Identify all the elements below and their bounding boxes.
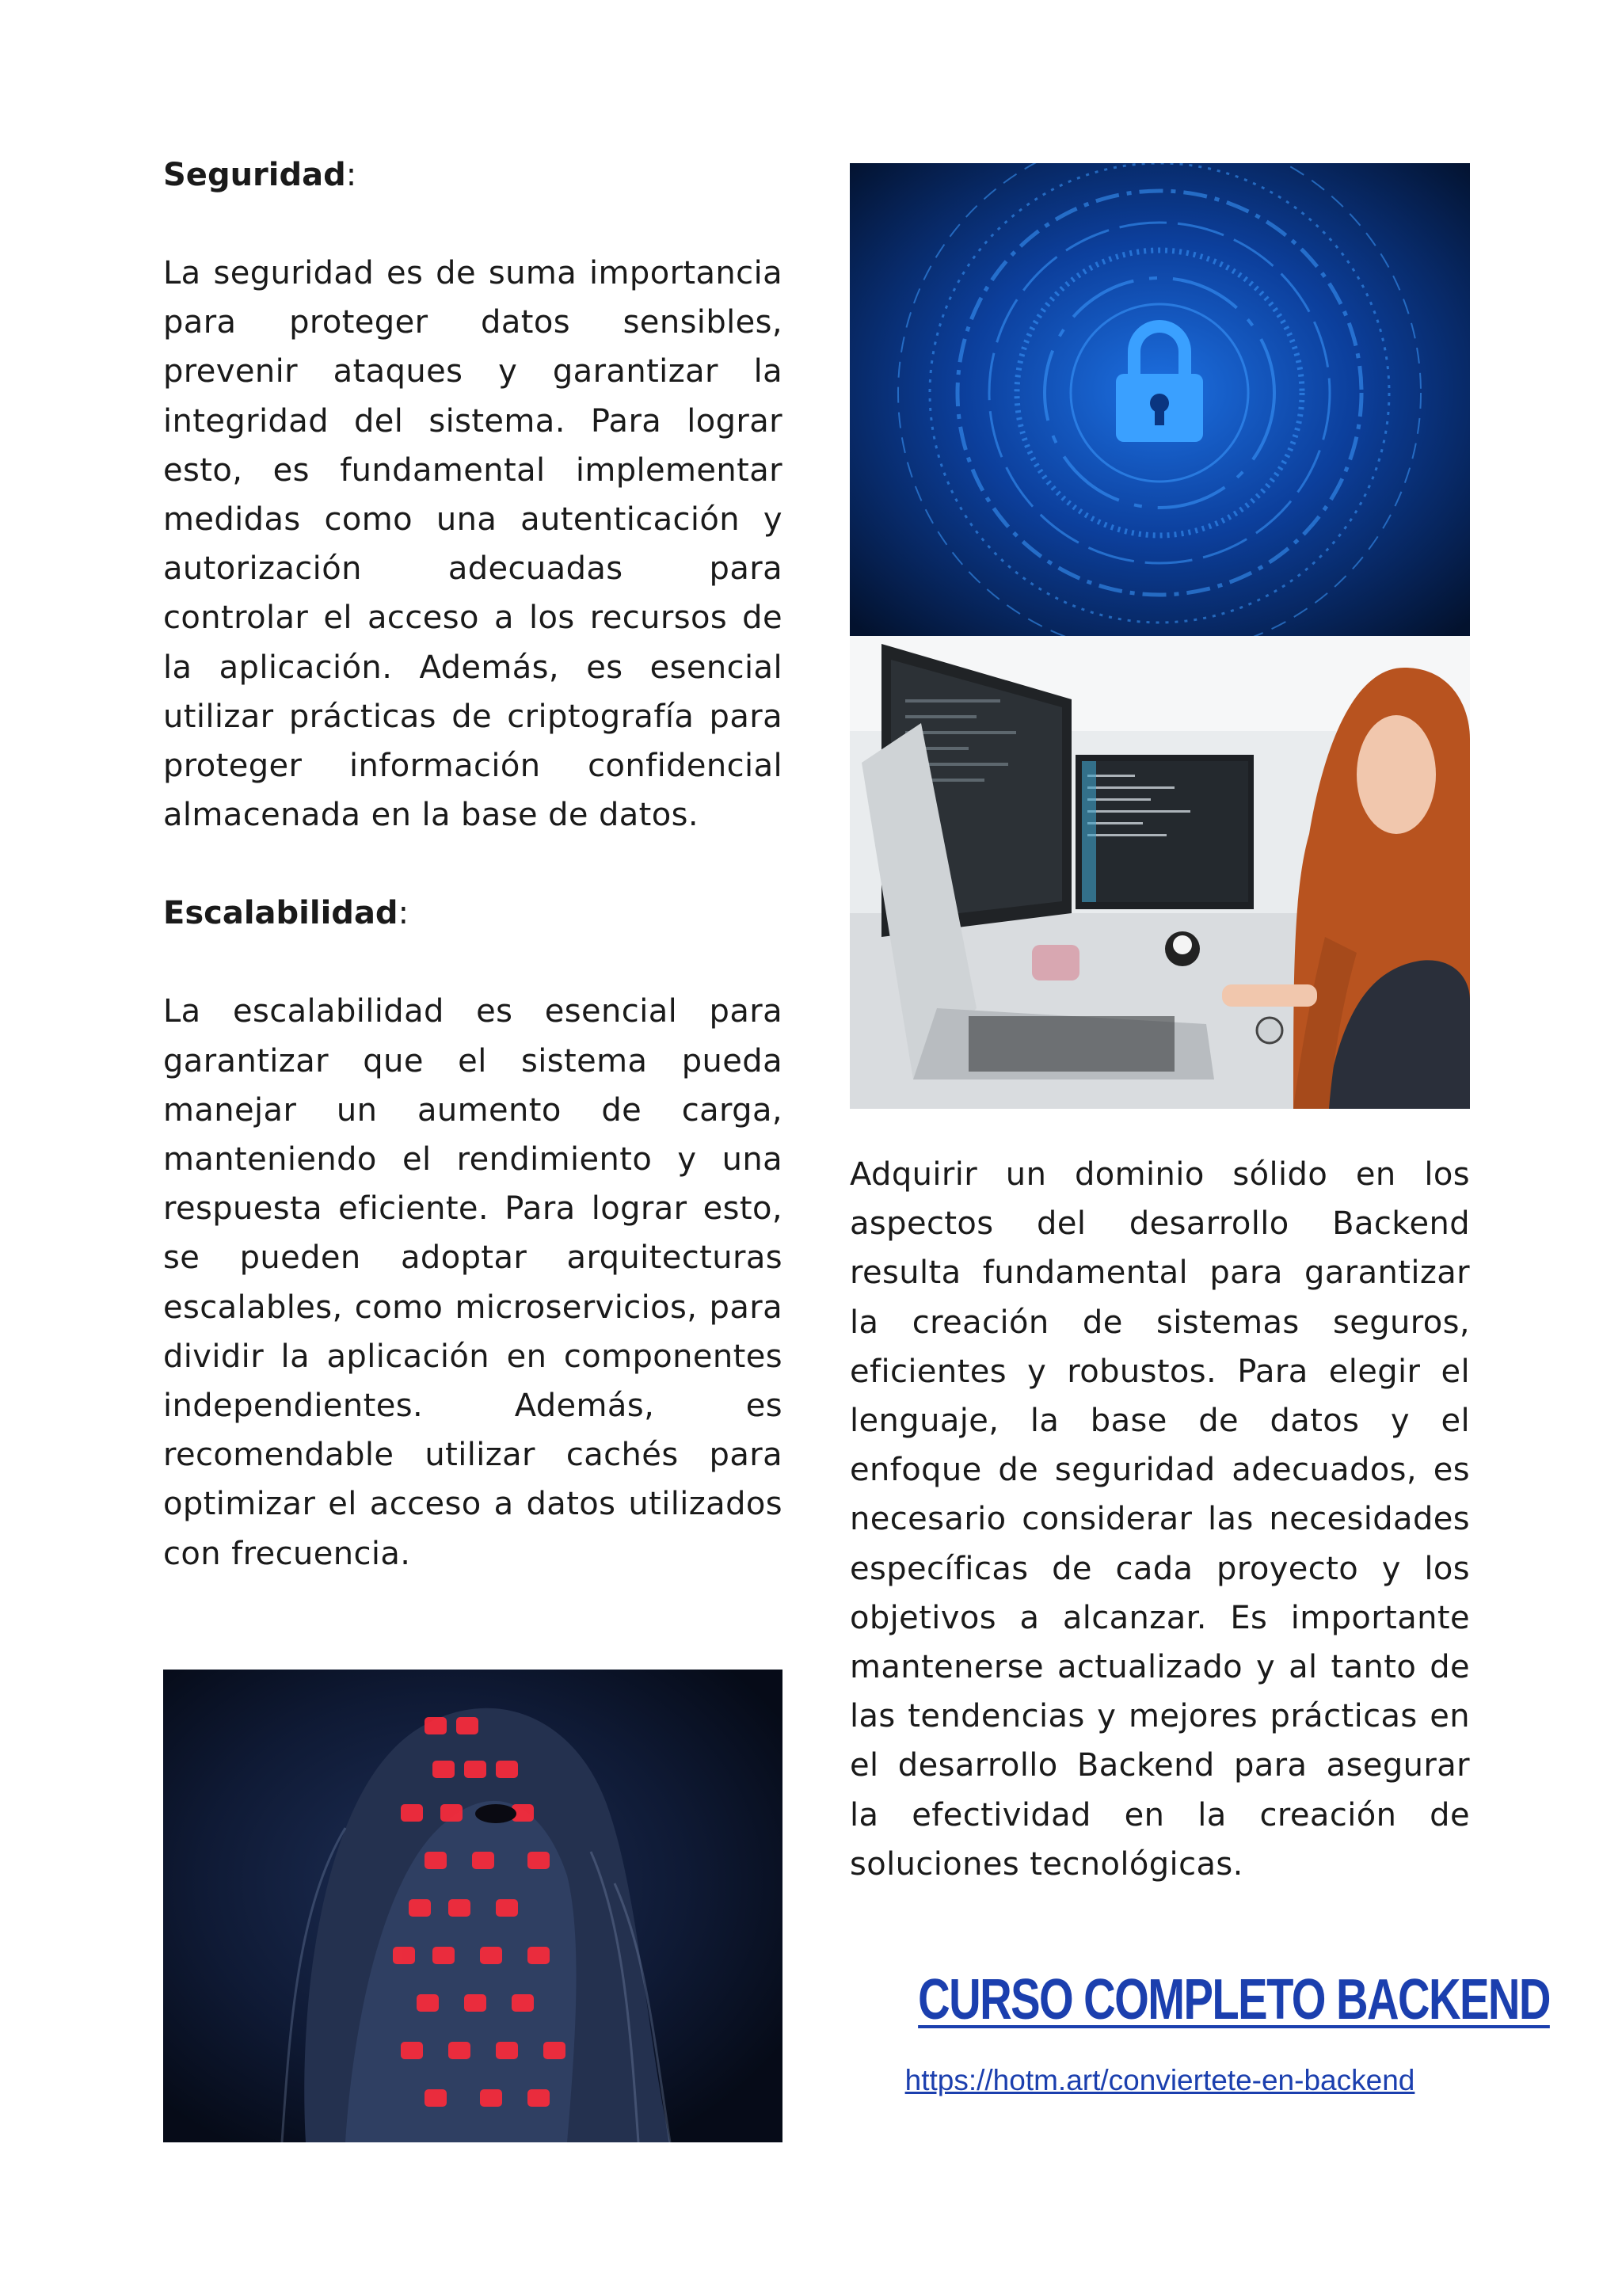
right-column xyxy=(850,1150,1470,1889)
binary-projection-portrait-image xyxy=(163,1670,782,2142)
course-url-link[interactable]: https://hotm.art/conviertete-en-backend xyxy=(904,2064,1415,2096)
scalability-heading: Escalabilidad: xyxy=(163,895,409,932)
security-heading: Seguridad: xyxy=(163,157,357,193)
conclusion-paragraph: Adquirir un dominio sólido en los aspectos del desarrollo Backend resulta fundamental para garantizar la creación de sistemas seguros, eficientes y robustos. Para elegir el lenguaje, la base de datos y el enfoque de seguridad adecuados, es necesario considerar las necesidades específicas de cada proyecto y los objetivos a alcanzar. Es importante mantenerse actualizado y al tanto de las tendencias y mejores prácticas en el desarrollo Backend para asegurar la efectividad en la creación de soluciones tecnológicas. xyxy=(850,1156,1470,1883)
course-title-link[interactable]: CURSO COMPLETO BACKEND xyxy=(918,1968,1550,2031)
security-paragraph: La seguridad es de suma importancia para proteger datos sensibles, prevenir ataques y garantizar la integridad del sistema. Para lograr esto, es fundamental implementar medidas como una autenticación y autorización adecuadas para controlar el acceso a los recursos de la aplicación. Además, es esencial utilizar prácticas de criptografía para proteger información confidencial almacenada en la base de datos. xyxy=(163,255,782,834)
developer-workspace-image xyxy=(850,636,1470,1109)
left-column xyxy=(163,150,782,1578)
security-lock-image xyxy=(850,163,1470,636)
scalability-paragraph: La escalabilidad es esencial para garantizar que el sistema pueda manejar un aumento de carga, manteniendo el rendimiento y una respuesta eficiente. Para lograr esto, se pueden adoptar arquitecturas escalables, como microservicios, para dividir la aplicación en componentes independientes. Además, es recomendable utilizar cachés para optimizar el acceso a datos utilizados con frecuencia. xyxy=(163,993,782,1572)
